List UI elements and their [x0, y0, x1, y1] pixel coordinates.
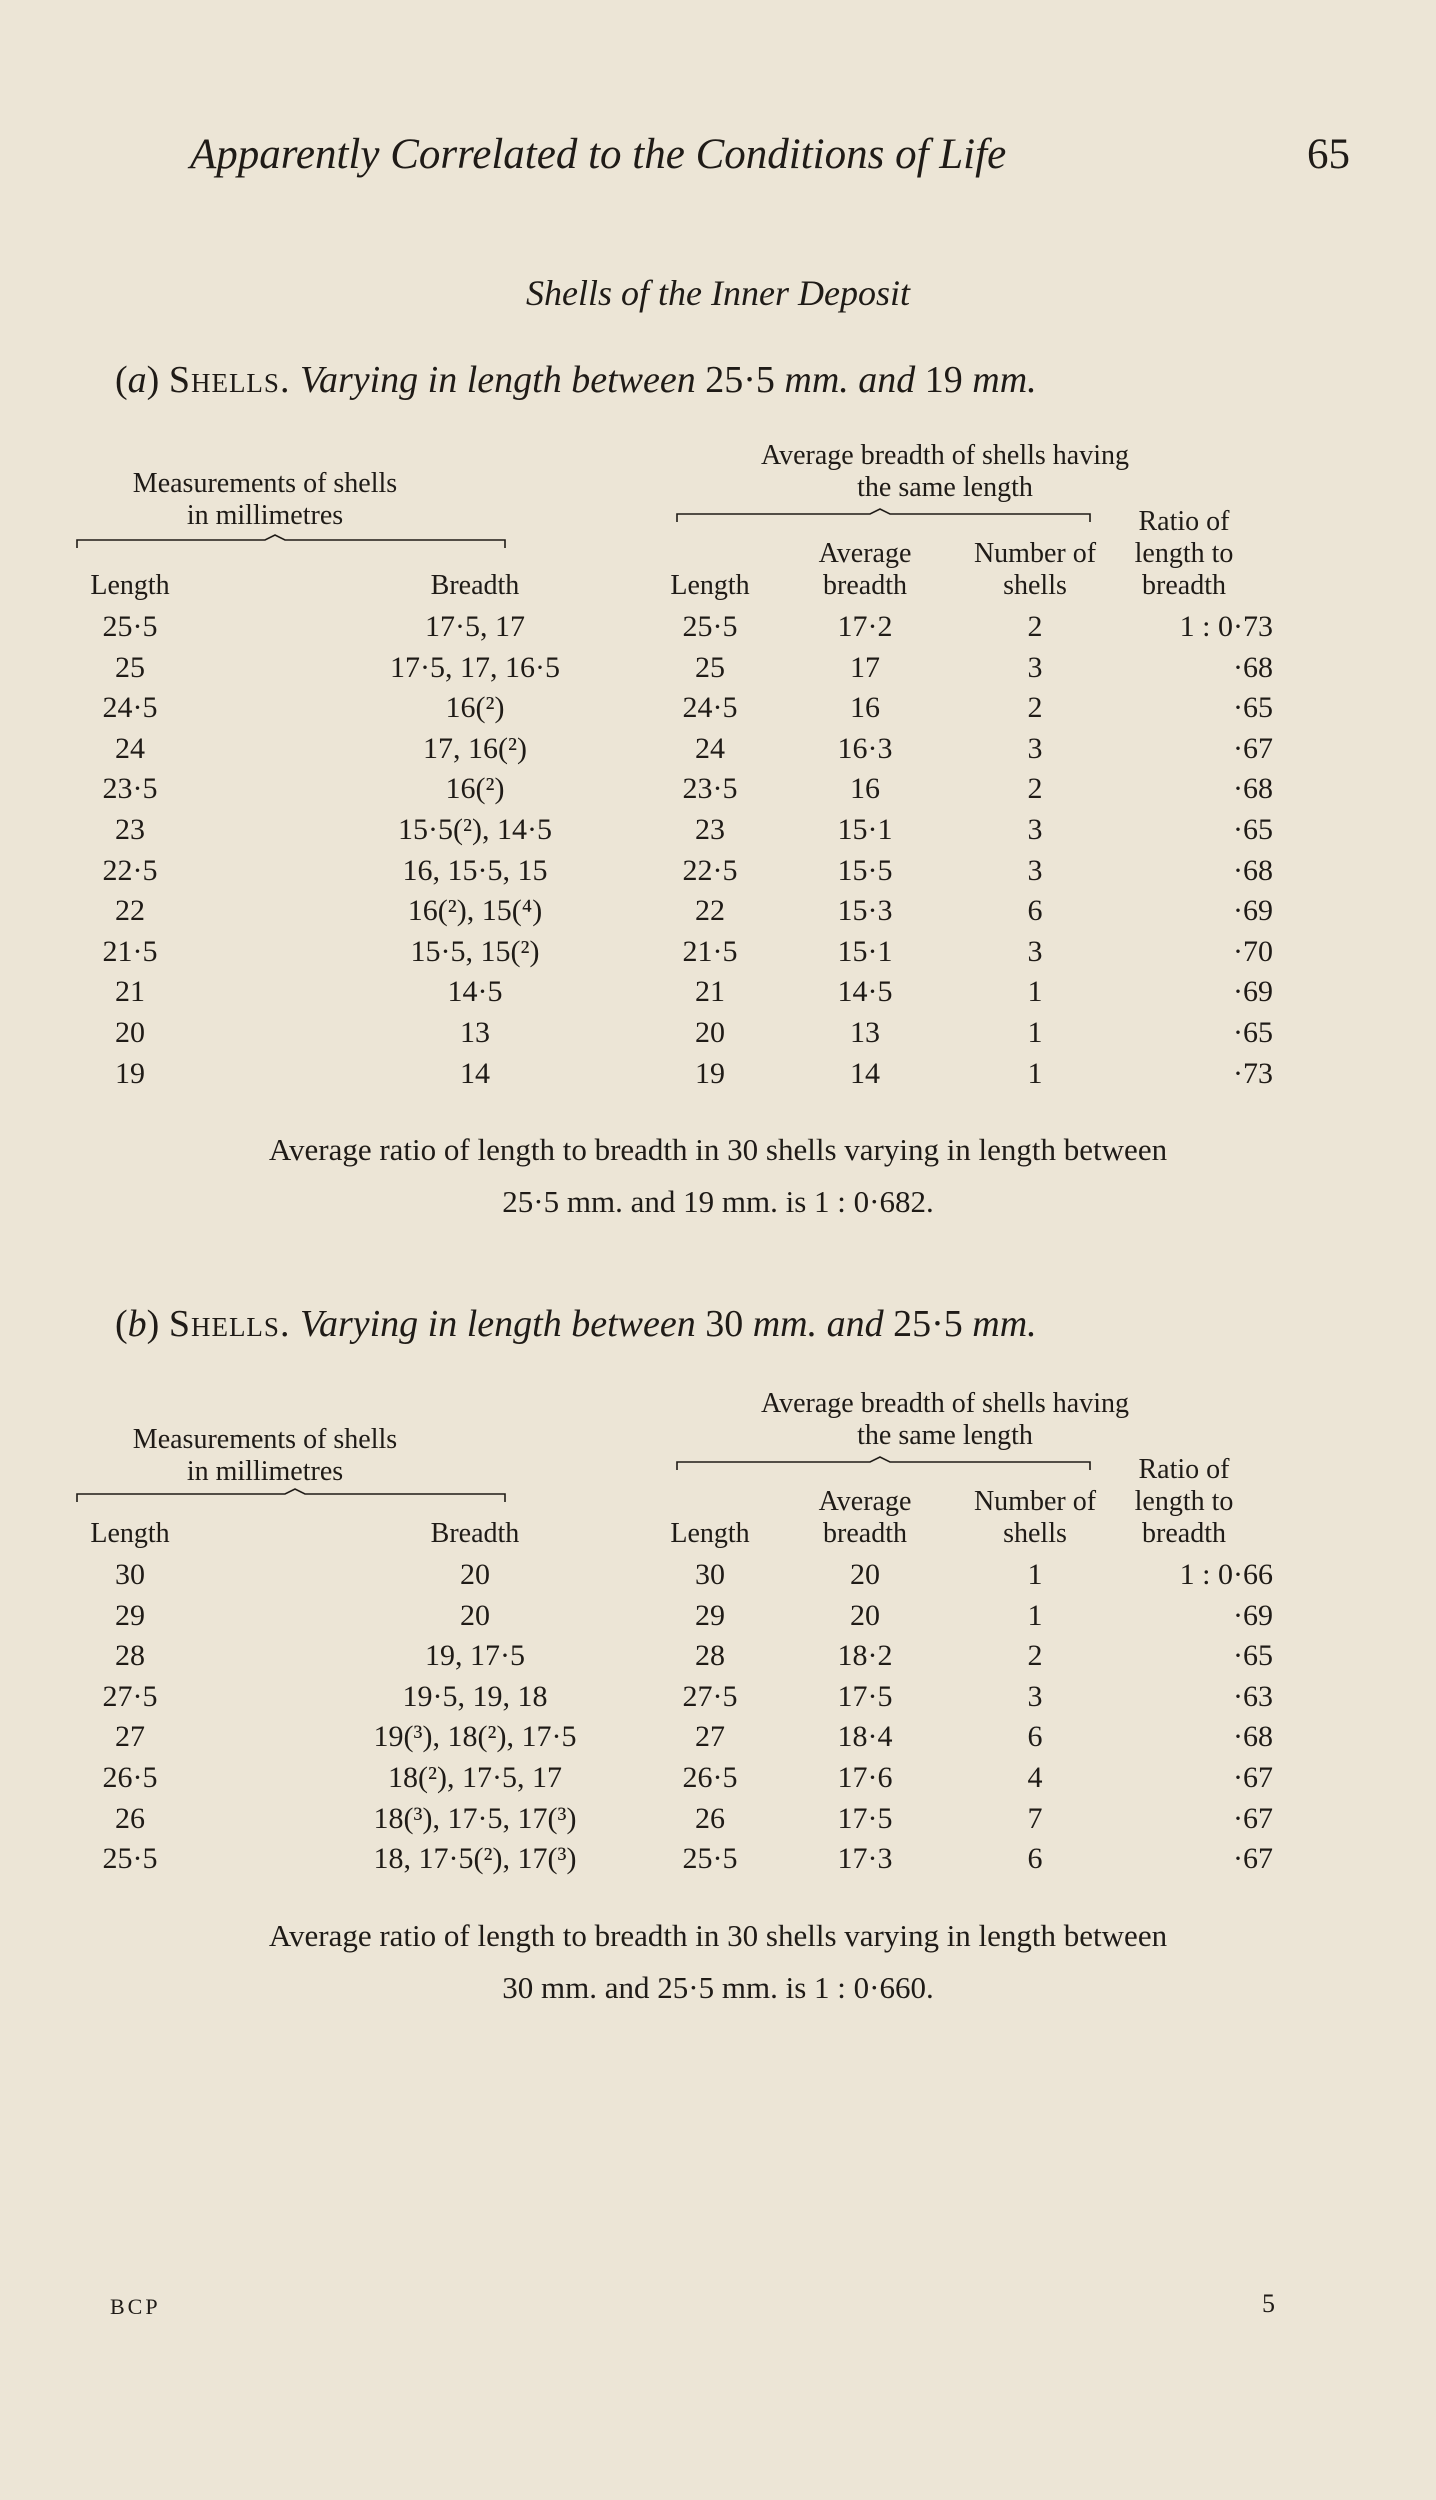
avg-breadth-cell: 15·3: [837, 894, 893, 928]
table-row: [75, 854, 1275, 894]
table-row: [75, 1599, 1275, 1639]
table-b-breadth-header: Breadth: [430, 1518, 520, 1549]
table-row: [75, 1639, 1275, 1679]
length-cell: 25·5: [102, 610, 158, 643]
length2-cell: 21: [695, 975, 725, 1009]
table-a-measurements-brace: [75, 534, 515, 550]
table-b-average-header: Average breadth of shells having the same length: [760, 1388, 1130, 1451]
avg-breadth-cell: 17·5: [837, 1679, 893, 1713]
table-a-n1: 25·5: [705, 359, 775, 401]
table-a-desc-2: mm. and: [784, 359, 916, 401]
section-subtitle: Shells of the Inner Deposit: [526, 273, 910, 313]
length2-cell: 30: [695, 1558, 725, 1591]
length-cell: 26·5: [102, 1761, 158, 1794]
table-row: [75, 1016, 1275, 1056]
table-a-summary-line-1: Average ratio of length to breadth in 30 shells varying in length between: [268, 1132, 1168, 1167]
avg-breadth-cell: 14·5: [837, 975, 893, 1009]
ratio-cell: 1 : 0·66: [1179, 1558, 1273, 1591]
number-cell: 4: [1027, 1761, 1043, 1794]
breadth-cell: 17·5, 17: [425, 610, 525, 643]
table-row: [75, 975, 1275, 1015]
table-a-length2-header: Length: [670, 570, 750, 601]
length-cell: 30: [115, 1558, 145, 1591]
length2-cell: 22: [695, 894, 725, 928]
length2-cell: 24: [695, 731, 725, 765]
breadth-cell: 14·5: [447, 975, 503, 1009]
breadth-cell: 17, 16(²): [423, 731, 527, 765]
length-cell: 20: [115, 1016, 145, 1049]
avg-breadth-cell: 18·2: [837, 1639, 893, 1673]
table-a-label: Shells.: [168, 359, 291, 401]
breadth-cell: 16(²), 15(⁴): [407, 894, 543, 928]
length-cell: 25·5: [102, 1842, 158, 1876]
length2-cell: 26·5: [682, 1761, 738, 1794]
table-a-heading: (a) Shells. Varying in length between 25·5 mm. and 19 mm.: [115, 359, 1037, 401]
avg-breadth-cell: 15·5: [837, 853, 893, 887]
ratio-cell: ·70: [1233, 934, 1273, 968]
avg-breadth-cell: 14: [850, 1056, 880, 1090]
length-cell: 22: [115, 894, 145, 928]
ratio-cell: ·73: [1233, 1056, 1273, 1090]
breadth-cell: 19·5, 19, 18: [402, 1679, 548, 1713]
table-a-breadth-header: Breadth: [430, 570, 520, 601]
length-cell: 21·5: [102, 934, 158, 968]
table-b-desc-1: Varying in length between: [299, 1303, 696, 1345]
ratio-cell: ·67: [1233, 1842, 1273, 1876]
table-row: [75, 610, 1275, 650]
breadth-cell: 20: [460, 1558, 490, 1591]
table-a: [75, 440, 1275, 1100]
number-cell: 1: [1027, 1598, 1043, 1632]
number-cell: 2: [1027, 610, 1043, 643]
breadth-cell: 16(²): [445, 772, 505, 806]
length2-cell: 27: [695, 1720, 725, 1754]
table-a-desc-3: mm.: [972, 359, 1037, 401]
breadth-cell: 19, 17·5: [425, 1639, 525, 1673]
breadth-cell: 18(³), 17·5, 17(³): [373, 1801, 577, 1835]
table-a-average-brace: [675, 508, 1095, 524]
table-a-desc-1: Varying in length between: [299, 359, 696, 401]
number-cell: 1: [1027, 1558, 1043, 1591]
table-row: [75, 894, 1275, 934]
ratio-cell: ·68: [1233, 853, 1273, 887]
running-head: [190, 130, 1350, 190]
length2-cell: 23·5: [682, 772, 738, 806]
table-a-n2: 19: [924, 359, 963, 401]
table-a-ratio-header: Ratio of length to breadth: [1134, 506, 1234, 601]
page-number: 65: [1307, 131, 1350, 178]
length2-cell: 29: [695, 1598, 725, 1632]
table-row: [75, 1680, 1275, 1720]
number-cell: 3: [1027, 813, 1043, 846]
table-b-average-brace: [675, 1456, 1095, 1472]
breadth-cell: 19(³), 18(²), 17·5: [373, 1720, 577, 1754]
number-cell: 3: [1027, 934, 1043, 968]
breadth-cell: 16(²): [445, 691, 505, 725]
footer-sheet-number: 5: [1262, 2289, 1275, 2318]
ratio-cell: ·67: [1233, 731, 1273, 765]
ratio-cell: ·67: [1233, 1761, 1273, 1794]
breadth-cell: 18(²), 17·5, 17: [388, 1761, 562, 1794]
table-b: [75, 1388, 1275, 1888]
breadth-cell: 13: [460, 1016, 490, 1049]
ratio-cell: ·65: [1233, 813, 1273, 846]
table-a-measurements-header: Measurements of shells in millimetres: [132, 468, 398, 531]
length2-cell: 21·5: [682, 934, 738, 968]
ratio-cell: ·67: [1233, 1801, 1273, 1835]
avg-breadth-cell: 16: [850, 772, 880, 806]
table-row: [75, 1761, 1275, 1801]
number-cell: 6: [1027, 1720, 1043, 1754]
breadth-cell: 17·5, 17, 16·5: [390, 650, 560, 684]
table-b-summary-line-2: 30 mm. and 25·5 mm. is 1 : 0·660.: [502, 1970, 934, 2005]
breadth-cell: 15·5(²), 14·5: [398, 813, 552, 846]
avg-breadth-cell: 17·2: [837, 610, 893, 643]
table-b-n1: 30: [705, 1303, 744, 1345]
table-a-summary-line-2: 25·5 mm. and 19 mm. is 1 : 0·682.: [502, 1184, 934, 1219]
table-a-average-header: Average breadth of shells having the same length: [760, 440, 1130, 503]
number-cell: 2: [1027, 691, 1043, 725]
table-row: [75, 1842, 1275, 1882]
avg-breadth-cell: 16: [850, 691, 880, 725]
avg-breadth-cell: 20: [850, 1598, 880, 1632]
length-cell: 27·5: [102, 1679, 158, 1713]
length2-cell: 20: [695, 1016, 725, 1049]
table-a-length-header: Length: [90, 570, 170, 601]
table-row: [75, 1720, 1275, 1760]
ratio-cell: ·63: [1233, 1679, 1273, 1713]
table-a-summary: [0, 1124, 1436, 1228]
avg-breadth-cell: 15·1: [837, 934, 893, 968]
footer-signature: BCP: [110, 2294, 161, 2319]
table-b-measurements-brace: [75, 1488, 515, 1504]
table-b-measurements-header: Measurements of shells in millimetres: [132, 1424, 398, 1487]
number-cell: 2: [1027, 1639, 1043, 1673]
length2-cell: 25·5: [682, 1842, 738, 1876]
ratio-cell: ·69: [1233, 894, 1273, 928]
ratio-cell: ·68: [1233, 650, 1273, 684]
table-b-number-header: Number of shells: [973, 1486, 1097, 1549]
length-cell: 23·5: [102, 772, 158, 806]
length2-cell: 22·5: [682, 853, 738, 887]
table-row: [75, 935, 1275, 975]
length-cell: 26: [115, 1801, 145, 1835]
length2-cell: 28: [695, 1639, 725, 1673]
table-b-desc-3: mm.: [972, 1303, 1037, 1345]
avg-breadth-cell: 13: [850, 1016, 880, 1049]
table-b-summary-line-1: Average ratio of length to breadth in 30 shells varying in length between: [268, 1918, 1168, 1953]
number-cell: 3: [1027, 650, 1043, 684]
number-cell: 1: [1027, 975, 1043, 1009]
breadth-cell: 14: [460, 1056, 490, 1090]
table-b-desc-2: mm. and: [752, 1303, 884, 1345]
length-cell: 27: [115, 1720, 145, 1754]
length-cell: 29: [115, 1598, 145, 1632]
table-b-length-header: Length: [90, 1518, 170, 1549]
ratio-cell: ·65: [1233, 691, 1273, 725]
table-b-length2-header: Length: [670, 1518, 750, 1549]
ratio-cell: ·68: [1233, 772, 1273, 806]
length2-cell: 25·5: [682, 610, 738, 643]
avg-breadth-cell: 17·5: [837, 1801, 893, 1835]
table-row: [75, 651, 1275, 691]
length-cell: 24·5: [102, 691, 158, 725]
breadth-cell: 16, 15·5, 15: [402, 853, 548, 887]
number-cell: 1: [1027, 1016, 1043, 1049]
table-b-summary: [0, 1910, 1436, 2014]
number-cell: 6: [1027, 894, 1043, 928]
breadth-cell: 18, 17·5(²), 17(³): [373, 1842, 577, 1876]
breadth-cell: 15·5, 15(²): [410, 934, 540, 968]
table-row: [75, 732, 1275, 772]
length2-cell: 25: [695, 650, 725, 684]
table-row: [75, 1057, 1275, 1097]
ratio-cell: ·68: [1233, 1720, 1273, 1754]
ratio-cell: ·65: [1233, 1016, 1273, 1049]
length2-cell: 23: [695, 813, 725, 846]
avg-breadth-cell: 18·4: [837, 1720, 893, 1754]
table-b-avg-breadth-header: Average breadth: [818, 1486, 912, 1549]
table-row: [75, 1802, 1275, 1842]
avg-breadth-cell: 20: [850, 1558, 880, 1591]
table-row: [75, 1558, 1275, 1598]
number-cell: 3: [1027, 731, 1043, 765]
breadth-cell: 20: [460, 1598, 490, 1632]
length-cell: 19: [115, 1056, 145, 1090]
table-a-letter: a: [127, 359, 147, 401]
table-b-n2: 25·5: [893, 1303, 963, 1345]
number-cell: 1: [1027, 1056, 1043, 1090]
table-a-avg-breadth-header: Average breadth: [818, 538, 912, 601]
table-row: [75, 772, 1275, 812]
number-cell: 2: [1027, 772, 1043, 806]
length-cell: 22·5: [102, 853, 158, 887]
length-cell: 25: [115, 650, 145, 684]
table-b-ratio-header: Ratio of length to breadth: [1134, 1454, 1234, 1549]
table-row: [75, 813, 1275, 853]
table-b-heading: (b) Shells. Varying in length between 30 mm. and 25·5 mm.: [115, 1303, 1037, 1345]
avg-breadth-cell: 17: [850, 650, 880, 684]
length-cell: 23: [115, 813, 145, 846]
length-cell: 21: [115, 975, 145, 1009]
table-row: [75, 691, 1275, 731]
ratio-cell: ·65: [1233, 1639, 1273, 1673]
length2-cell: 19: [695, 1056, 725, 1090]
length2-cell: 24·5: [682, 691, 738, 725]
ratio-cell: 1 : 0·73: [1179, 610, 1273, 643]
running-head-title: Apparently Correlated to the Conditions of Life: [190, 131, 1007, 178]
table-a-number-header: Number of shells: [973, 538, 1097, 601]
length2-cell: 26: [695, 1801, 725, 1835]
avg-breadth-cell: 16·3: [837, 731, 893, 765]
avg-breadth-cell: 17·3: [837, 1842, 893, 1876]
avg-breadth-cell: 15·1: [837, 813, 893, 846]
number-cell: 7: [1027, 1801, 1043, 1835]
table-b-label: Shells.: [168, 1303, 291, 1345]
table-b-letter: b: [127, 1303, 147, 1345]
number-cell: 3: [1027, 853, 1043, 887]
ratio-cell: ·69: [1233, 975, 1273, 1009]
avg-breadth-cell: 17·6: [837, 1761, 893, 1794]
number-cell: 3: [1027, 1679, 1043, 1713]
number-cell: 6: [1027, 1842, 1043, 1876]
length-cell: 28: [115, 1639, 145, 1673]
length-cell: 24: [115, 731, 145, 765]
length2-cell: 27·5: [682, 1679, 738, 1713]
ratio-cell: ·69: [1233, 1598, 1273, 1632]
